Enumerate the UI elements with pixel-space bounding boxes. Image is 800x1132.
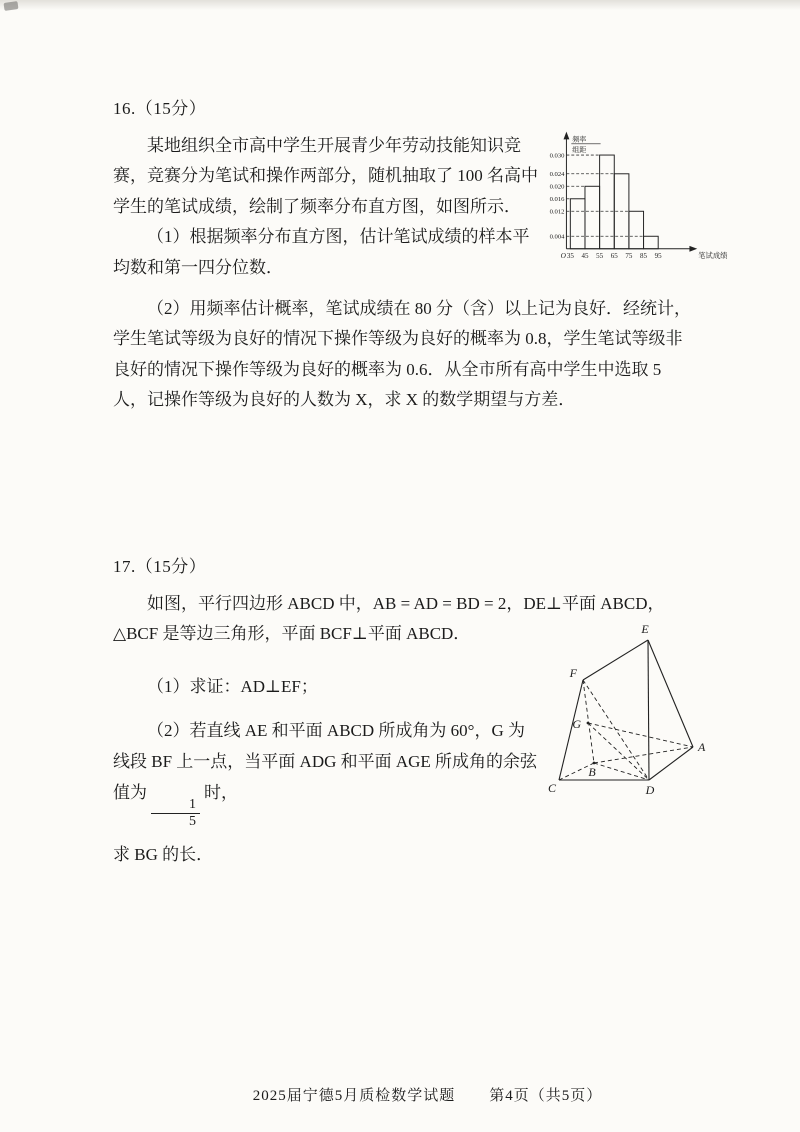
svg-text:45: 45: [581, 252, 589, 261]
q17-item-2-text-a: （2）若直线 AE 和平面 ABCD 所成角为 60°，G 为线段 BF 上一点，当平面 ADG 和平面 AGE 所成角的余弦值为: [113, 721, 538, 802]
q17-item-2-text-b: 时，: [204, 782, 238, 802]
svg-text:0.024: 0.024: [549, 171, 565, 179]
histogram-svg: [543, 128, 748, 268]
svg-text:0.020: 0.020: [549, 183, 565, 191]
question-17: [113, 552, 706, 871]
svg-text:85: 85: [640, 252, 648, 261]
svg-text:65: 65: [610, 252, 618, 261]
fraction-numerator: 1: [151, 797, 200, 814]
page-footer: [0, 1084, 800, 1105]
footer-title: 2025届宁德5月质检数学试题: [252, 1088, 456, 1104]
svg-text:笔试成绩: 笔试成绩: [698, 251, 728, 261]
svg-text:组距: 组距: [572, 146, 587, 155]
vertex-label-B: B: [588, 765, 596, 779]
vertex-label-C: C: [547, 781, 557, 795]
q17-item-2-last: 求 BG 的长．: [113, 845, 214, 865]
svg-text:95: 95: [654, 252, 662, 261]
q16-paragraph-1: 某地组织全市高中学生开展青少年劳动技能知识竞赛，竞赛分为笔试和操作两部分，随机抽取了 100 名高中学生的笔试成绩，绘制了频率分布直方图，如图所示．: [113, 135, 538, 216]
svg-text:35: 35: [566, 252, 574, 261]
fraction-one-fifth: [151, 797, 200, 830]
svg-text:0.004: 0.004: [549, 233, 565, 241]
svg-text:55: 55: [596, 252, 604, 261]
histogram-figure: [543, 128, 748, 268]
scan-shadow: [0, 0, 800, 10]
q16-number: 16.（15分）: [113, 99, 207, 118]
q17-intro: 如图，平行四边形 ABCD 中，AB = AD = BD = 2，DE⊥平面 ABCD，△BCF 是等边三角形，平面 BCF⊥平面 ABCD．: [113, 593, 665, 644]
vertex-label-G: G: [572, 717, 581, 731]
svg-text:0.012: 0.012: [549, 208, 565, 216]
fraction-denominator: 5: [189, 814, 196, 830]
solid-figure: [541, 618, 731, 813]
svg-text:O: O: [560, 251, 566, 261]
vertex-label-E: E: [641, 622, 649, 636]
svg-text:75: 75: [625, 252, 633, 261]
footer-page-number: 第4页（共5页）: [489, 1088, 603, 1104]
q16-item-1: （1）根据频率分布直方图，估计笔试成绩的样本平均数和第一四分位数．: [113, 227, 530, 277]
svg-text:频率: 频率: [572, 135, 587, 144]
svg-text:0.030: 0.030: [549, 152, 565, 160]
q16-item-2: （2）用频率估计概率，笔试成绩在 80 分（含）以上记为良好．经统计，学生笔试等级为良好的情况下操作等级为良好的概率为 0.8，学生笔试等级非良好的情况下操作等级为良好的概率为 0.6．从全市所有高中学生中选取 5 人，记操作等级为良好的人数为 X，求 X 的数学期望与方差．: [113, 298, 691, 410]
q17-item-2: [113, 716, 538, 830]
vertex-label-F: F: [569, 666, 577, 680]
q17-item-1: （1）求证：AD⊥EF；: [147, 676, 318, 696]
q17-number: 17.（15分）: [113, 557, 207, 576]
vertex-label-A: A: [698, 740, 706, 754]
solid-figure-svg: [541, 618, 731, 813]
svg-text:0.016: 0.016: [549, 196, 565, 204]
question-16: [113, 94, 728, 416]
vertex-label-D: D: [645, 783, 655, 797]
